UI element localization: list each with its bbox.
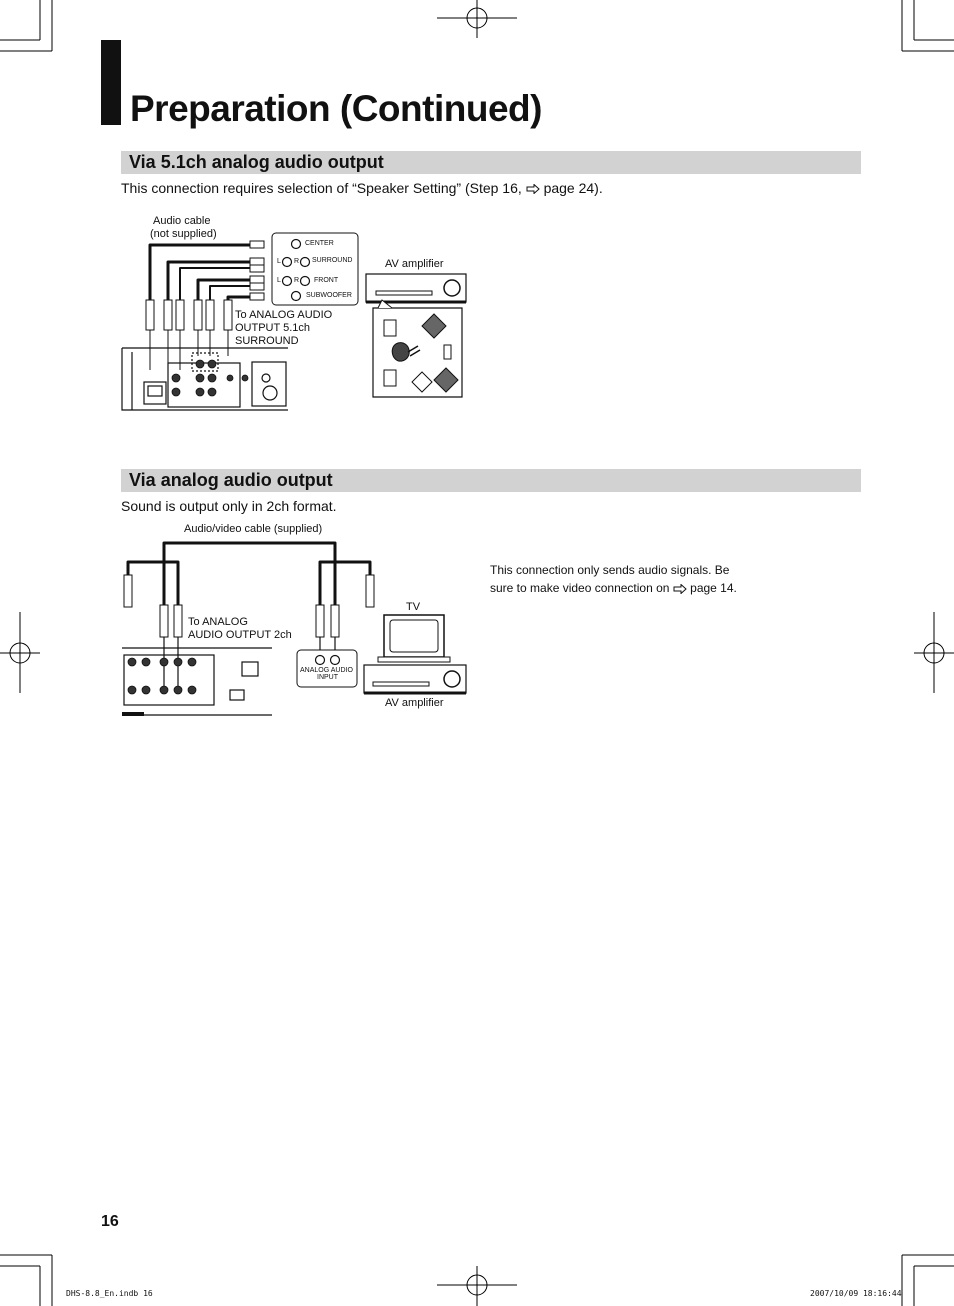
page-title: Preparation (Continued): [130, 88, 542, 129]
jack-surround-label: SURROUND: [312, 257, 353, 264]
input-label-line2: INPUT: [317, 674, 338, 681]
amp-label: AV amplifier: [385, 258, 444, 270]
jack-l-label: L: [277, 277, 281, 284]
output-label-line1: To ANALOG AUDIO: [235, 309, 333, 321]
output-2ch-label-line2: AUDIO OUTPUT 2ch: [188, 629, 292, 641]
jack-front-label: FRONT: [314, 277, 339, 284]
section1-intro: This connection requires selection of “Speaker Setting” (Step 16, page 24).: [121, 180, 603, 196]
jack-r-label: R: [294, 258, 300, 265]
section-heading-text: Via analog audio output: [129, 470, 333, 490]
page-reference-arrow-icon: [673, 584, 687, 594]
jack-r-label: R: [294, 277, 300, 284]
jack-l-label: L: [277, 258, 281, 265]
output-2ch-label-line1: To ANALOG: [188, 616, 248, 628]
jack-subwoofer-label: SUBWOOFER: [306, 292, 352, 299]
output-label-line3: SURROUND: [235, 335, 299, 347]
jack-center-label: CENTER: [305, 240, 334, 247]
footer-file: DHS-8.8_En.indb 16: [66, 1289, 153, 1298]
page-number: 16: [101, 1213, 119, 1230]
footer-timestamp: 2007/10/09 18:16:44: [810, 1289, 902, 1298]
amp-label: AV amplifier: [385, 697, 444, 709]
cable-label-line1: Audio cable: [153, 215, 211, 227]
output-label-line2: OUTPUT 5.1ch: [235, 322, 310, 334]
input-label-line1: ANALOG AUDIO: [300, 667, 353, 674]
section-heading-text: Via 5.1ch analog audio output: [129, 152, 384, 172]
tv-label: TV: [406, 601, 421, 613]
connection-note: This connection only sends audio signals. Be sure to make video connection on page 14.: [490, 563, 737, 595]
cable-label-line2: (not supplied): [150, 228, 217, 240]
av-cable-label: Audio/video cable (supplied): [184, 523, 323, 535]
section2-intro: Sound is output only in 2ch format.: [121, 498, 337, 514]
